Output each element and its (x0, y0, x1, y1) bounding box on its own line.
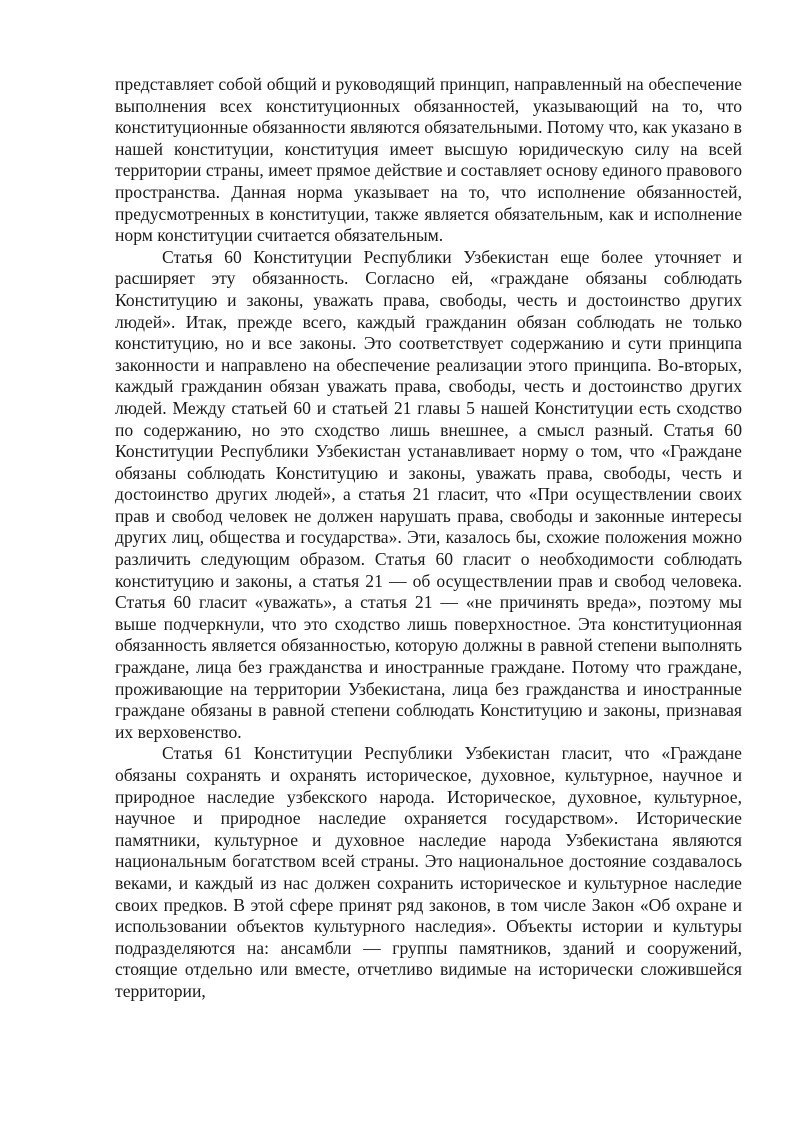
paragraph-continuation: представляет собой общий и руководящий принцип, направленный на обеспечение выполнения всех конституционных обязанностей, указывающий на то, что конституционные обязанности являются обязательными. Потому что, как указано в нашей конституции, конституция имеет высшую юридическую силу на всей территории страны, имеет прямое действие и составляет основу единого правового пространства. Данная норма указывает на то, что исполнение обязанностей, предусмотренных в конституции, также является обязательным, как и исполнение норм конституции считается обязательным. (115, 74, 742, 246)
paragraph-article-61: Статья 61 Конституции Республики Узбекистан гласит, что «Граждане обязаны сохранять и охранять историческое, духовное, культурное, научное и природное наследие узбекского народа. Историческое, духовное, культурное, научное и природное наследие охраняется государством». Исторические памятники, культурное и духовное наследие народа Узбекистана являются национальным богатством всей страны. Это национальное достояние создавалось веками, и каждый из нас должен сохранить историческое и культурное наследие своих предков. В этой сфере принят ряд законов, в том числе Закон «Об охране и использовании объектов культурного наследия». Объекты истории и культуры подразделяются на: ансамбли — группы памятников, зданий и сооружений, стоящие отдельно или вместе, отчетливо видимые на исторически сложившейся территории, (115, 743, 742, 1001)
document-page (115, 74, 742, 1003)
paragraph-article-60: Статья 60 Конституции Республики Узбекистан еще более уточняет и расширяет эту обязанность. Согласно ей, «граждане обязаны соблюдать Конституцию и законы, уважать права, свободы, честь и достоинство других людей». Итак, прежде всего, каждый гражданин обязан соблюдать не только конституцию, но и все законы. Это соответствует содержанию и сути принципа законности и направлено на обеспечение реализации этого принципа. Во-вторых, каждый гражданин обязан уважать права, свободы, честь и достоинство других людей. Между статьей 60 и статьей 21 главы 5 нашей Конституции есть сходство по содержанию, но это сходство лишь внешнее, а смысл разный. Статья 60 Конституции Республики Узбекистан устанавливает норму о том, что «Граждане обязаны соблюдать Конституцию и законы, уважать права, свободы, честь и достоинство других людей», а статья 21 гласит, что «При осуществлении своих прав и свобод человек не должен нарушать права, свободы и законные интересы других лиц, общества и государства». Эти, казалось бы, схожие положения можно различить следующим образом. Статья 60 гласит о необходимости соблюдать конституцию и законы, а статья 21 — об осуществлении прав и свобод человека. Статья 60 гласит «уважать», а статья 21 — «не причинять вреда», поэтому мы выше подчеркнули, что это сходство лишь поверхностное. Эта конституционная обязанность является обязанностью, которую должны в равной степени выполнять граждане, лица без гражданства и иностранные граждане. Потому что граждане, проживающие на территории Узбекистана, лица без гражданства и иностранные граждане обязаны в равной степени соблюдать Конституцию и законы, признавая их верховенство. (115, 246, 742, 742)
